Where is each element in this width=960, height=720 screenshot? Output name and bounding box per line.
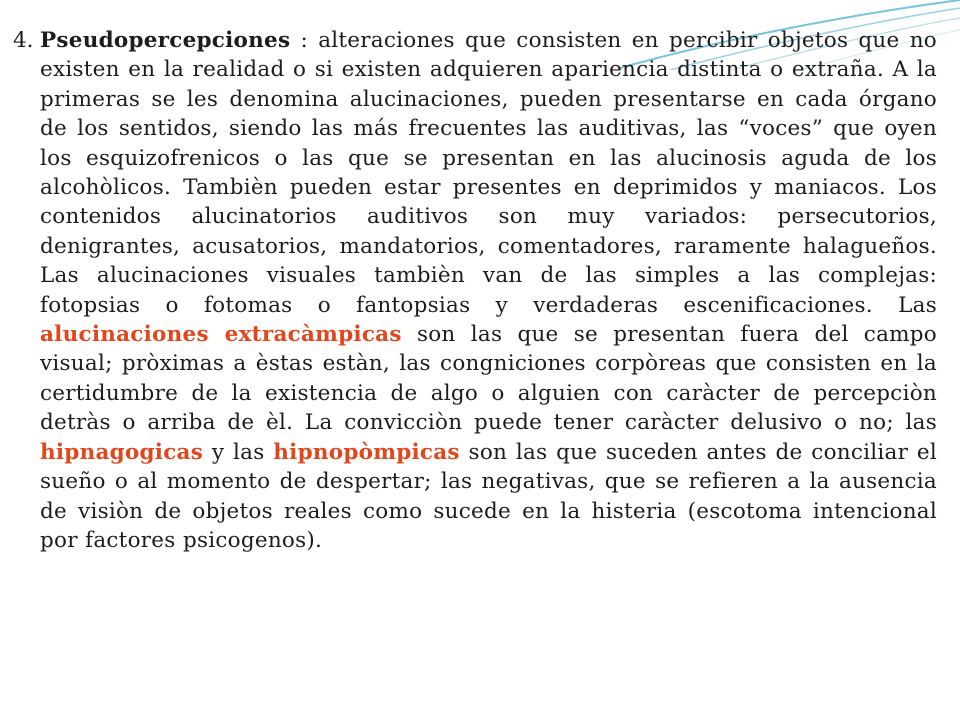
highlight-term-hipnopompicas: hipnopòmpicas <box>273 439 460 465</box>
paragraph-text-3: y las <box>203 439 274 465</box>
highlight-term-hipnagogicas: hipnagogicas <box>40 439 204 465</box>
list-number: 4. <box>13 28 34 53</box>
definition-paragraph <box>40 26 937 555</box>
highlight-term-extracampicas: alucinaciones extracàmpicas <box>40 322 402 348</box>
term-heading: Pseudopercepciones <box>40 28 291 53</box>
paragraph-text-1: : alteraciones que consisten en percibir objetos que no existen en la realidad o si existen adquieren apariencia distinta o extraña. A la primeras se les denomina alucinaciones, pueden presentarse en cada órgano de los sentidos, siendo las más frecuentes las auditivas, las “voces” que oyen los esquizofrenicos o las que se presentan en las alucinosis aguda de los alcohòlicos. Tambièn pueden estar presentes en deprimidos y maniacos. Los contenidos alucinatorios auditivos son muy variados: persecutorios, denigrantes, acusatorios, mandatorios, comentadores, raramente halagueños. Las alucinaciones visuales tambièn van de las simples a las complejas: fotopsias o fotomas o fantopsias y verdaderas escenificaciones. Las <box>40 28 937 318</box>
paragraph-text-2: son las que se presentan fuera del campo visual; pròximas a èstas estàn, las congniciones corpòreas que consisten en la certidumbre de la existencia de algo o alguien con caràcter de percepciòn detràs o arriba de èl. La convicciòn puede tener caràcter delusivo o no; las <box>40 322 937 436</box>
paragraph-text-4: son las que suceden antes de conciliar el sueño o al momento de despertar; las negativas, que se refieren a la ausencia de visiòn de objetos reales como sucede en la histeria (escotoma intencional por factores psicogenos). <box>40 439 938 553</box>
slide-body <box>13 26 937 555</box>
